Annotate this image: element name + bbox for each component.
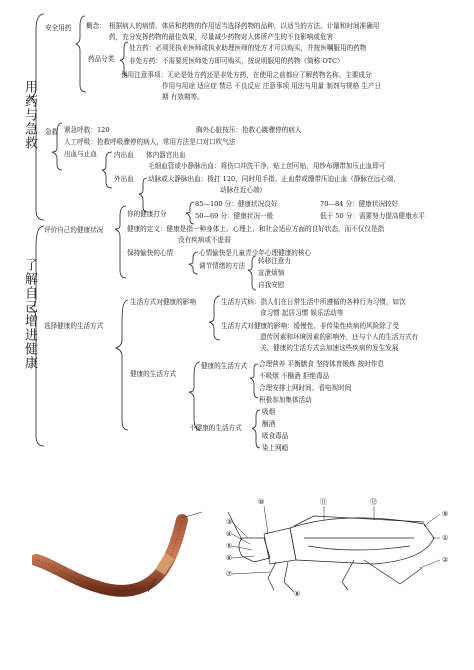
method-1: 转移注意力 xyxy=(258,257,291,265)
label-1: ① xyxy=(442,534,449,542)
label-9: ⑨ xyxy=(442,510,449,518)
score-85: 85—100 分：健康状况良好 xyxy=(195,200,278,208)
unhealthy-item-2: 酗酒 xyxy=(262,420,276,428)
label-11: ⑪ xyxy=(320,498,327,506)
method-3: 自我安慰 xyxy=(258,281,285,289)
capillary-bleeding: 毛细血管或小静脉出血：将伤口冲洗干净，贴上创可贴，用纱布绷带加压止血即可 xyxy=(148,162,386,170)
earthworm-illustration xyxy=(32,498,212,610)
healthy-lifestyle-label: 健康的生活方式 xyxy=(201,362,248,370)
bleeding-label: 出血与止血 xyxy=(64,150,97,158)
section-title-health: 了解自己增进健康 xyxy=(22,258,37,370)
emergency-label: 急救 xyxy=(45,128,59,136)
lifestyle-effect-2: 遗传因素和环境因素的影响外，还与个人的生活方式有 xyxy=(260,333,419,341)
usage-line-3: 期 有效期等。 xyxy=(162,93,204,101)
usage-line-1: 使用注意事项：无论是处方药还是非处方药，在使用之前都应了解药物名称、主要成分 xyxy=(121,71,372,79)
safe-med-label: 安全用药 xyxy=(45,24,72,32)
unhealthy-item-3: 吸食毒品 xyxy=(262,432,289,440)
healthy-item-4: 积极参加集体活动 xyxy=(259,396,312,404)
otc-drug: 非处方药：不需要凭医师处方即可购买，按说明服用的药物（简称 OTC） xyxy=(129,57,344,65)
external-bleeding-label: 外出血 xyxy=(114,175,134,183)
health-definition-2: 没有疾病或不虚弱 xyxy=(178,236,231,244)
method-2: 宣泄烦恼 xyxy=(258,269,285,277)
label-8: ⑧ xyxy=(294,590,301,598)
lifestyle-effect-3: 关，健康的生活方式会加速这些疾病的发生发展 xyxy=(260,344,399,352)
artery-bleeding-1: 动脉或大静脉出血：拨打 120，同时用手指、止血带或绷带压迫止血（静脉在远心端， xyxy=(148,175,401,183)
healthy-way-label: 健康的生活方式 xyxy=(130,370,177,378)
artery-bleeding-2: 动脉在近心端） xyxy=(220,186,267,194)
adjust-mood-label: 调节情绪的方法 xyxy=(199,262,246,270)
emergency-call: 紧急呼救：120 xyxy=(64,126,110,134)
lifestyle-disease-1: 生活方式病：指人们在日常生活中所遵循的各种行为习惯，如饮 xyxy=(221,298,406,306)
unhealthy-lifestyle-label: 不健康的生活方式 xyxy=(189,424,242,432)
lifestyle-effect-1: 生活方式对健康的影响：缓慢性、非传染性疾病的风险除了受 xyxy=(221,322,400,330)
unhealthy-item-4: 染上网瘾 xyxy=(262,444,289,452)
label-10: ⑩ xyxy=(258,498,265,506)
cpr-text: 胸外心脏按压：抢救心跳骤停的病人 xyxy=(196,126,302,134)
unhealthy-item-1: 吸烟 xyxy=(262,408,276,416)
lifestyle-impact-label: 生活方式对健康的影响 xyxy=(130,298,196,306)
happy-mood-label: 保持愉快的心情 xyxy=(127,249,174,257)
label-6: ⑥ xyxy=(226,554,233,562)
healthy-item-2: 不吸烟 不酗酒 拒绝毒品 xyxy=(259,372,330,380)
label-3: ③ xyxy=(226,518,233,526)
grasshopper-anatomy-diagram xyxy=(224,498,454,598)
label-2: ② xyxy=(442,556,449,564)
internal-bleeding-desc: 体内器官出血 xyxy=(146,151,186,159)
concept-label: 概念： xyxy=(86,22,106,30)
label-12: ⑫ xyxy=(370,498,377,506)
label-4: ④ xyxy=(226,530,233,538)
section-title-medicine: 用药与急救 xyxy=(22,80,37,150)
healthy-item-3: 合理安排上网时间、看电视时间 xyxy=(259,384,352,392)
lifestyle-disease-2: 食习惯 起居习惯 娱乐活动等 xyxy=(260,309,344,317)
artificial-respiration: 人工呼吸：抢救呼吸骤停的病人，常用方法是口对口吹气法 xyxy=(64,138,236,146)
evaluate-health-label: 评价自己的健康状况 xyxy=(44,226,104,234)
healthy-item-1: 合理营养 平衡膳食 坚持体育锻炼 按时作息 xyxy=(259,360,384,368)
health-definition-1: 健康的定义：健康是指一种身体上、心理上、和社会适应方面的良好状态，而不仅仅是指 xyxy=(127,225,385,233)
score-50: 50—69 分：健康状况一般 xyxy=(195,212,274,220)
concept-line-1: 根据病人的病情、体质和药物的作用适当选择药物的品种，以适当的方法、计量和时间准确用 xyxy=(109,22,380,30)
score-label: 你的健康打分 xyxy=(127,210,167,218)
drug-category-label: 药品分类 xyxy=(88,55,115,63)
lifestyle-label: 选择健康的生活方式 xyxy=(44,322,104,330)
concept-line-2: 药，充分发挥药物的最佳效果，尽量减少药物对人体所产生的不良影响或危害 xyxy=(109,33,334,41)
rx-drug: 处方药：必须凭执业医师或执业助理医师的处方才可以购买，并按医嘱服用的药物 xyxy=(129,44,367,52)
usage-line-2: 作用与用途 适应症 禁忌 不良反应 注意事项 用法与用量 制剂与规格 生产日 xyxy=(162,82,382,90)
internal-bleeding-label: 内出血 xyxy=(114,151,134,159)
happy-core: 心情愉快是儿童青少年心理健康的核心 xyxy=(199,249,312,257)
label-5: ⑤ xyxy=(226,542,233,550)
score-70: 70—84 分：健康状况较好 xyxy=(320,200,399,208)
label-7: ⑦ xyxy=(226,570,233,578)
score-below-50: 低于 50 分：需要努力提高健康水平 xyxy=(320,212,425,220)
